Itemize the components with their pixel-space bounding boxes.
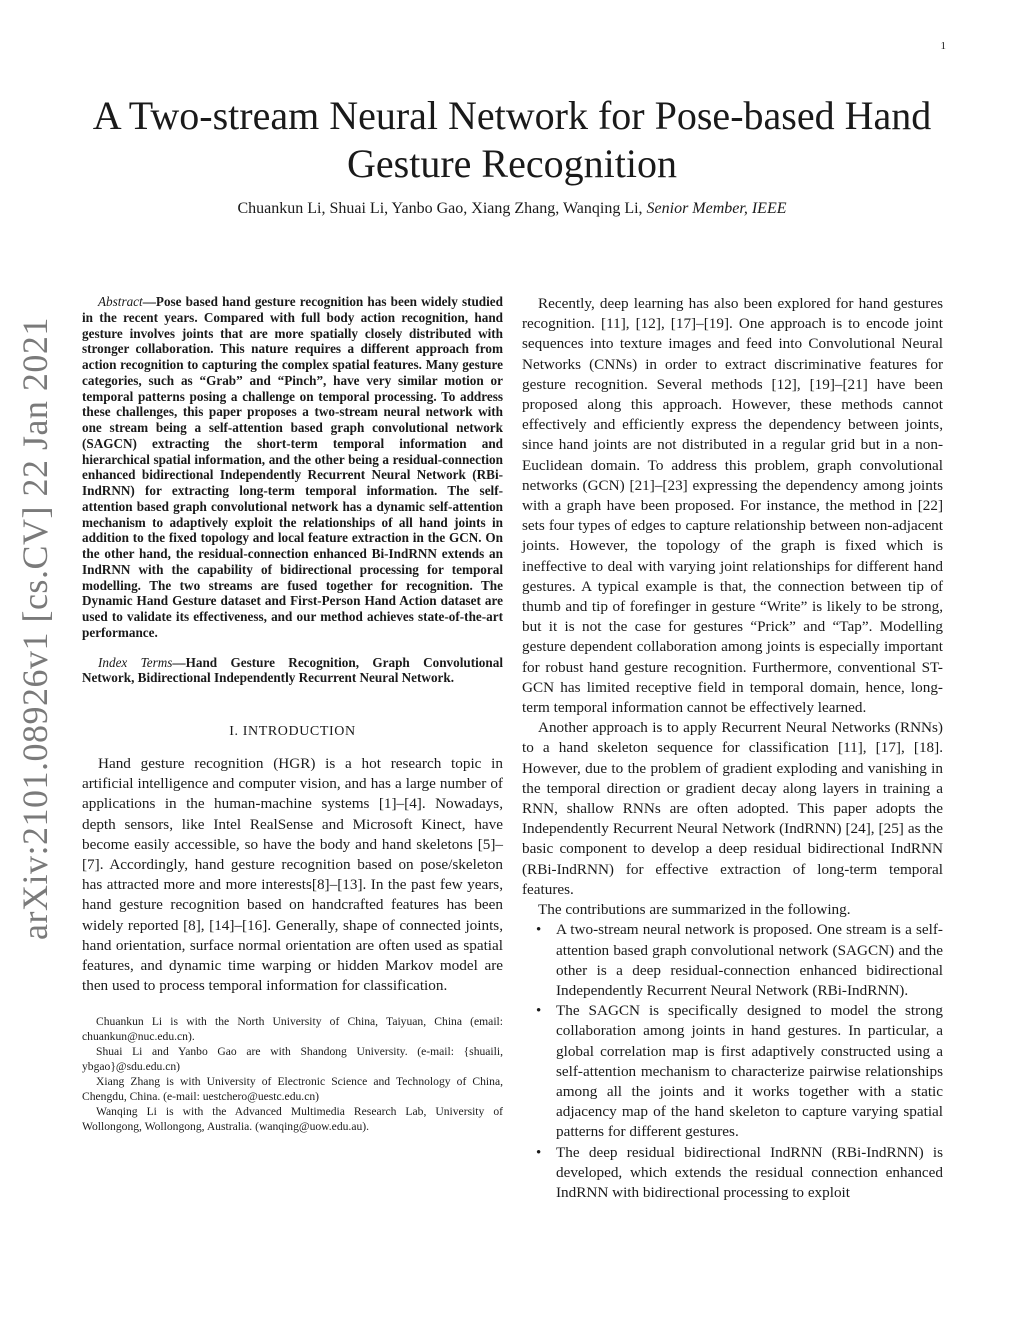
section-heading-introduction: I. INTRODUCTION xyxy=(229,724,356,739)
contribution-list xyxy=(522,920,943,1203)
index-terms-lead: Index Terms xyxy=(98,654,173,670)
author-membership: Senior Member, IEEE xyxy=(646,200,787,217)
paper-title: A Two-stream Neural Network for Pose-based Hand Gesture Recognition xyxy=(92,93,932,186)
contribution-text: The SAGCN is specifically designed to model the strong collaboration among joints in hand gestures. In particular, a global correlation map is first adaptively constructed using a self-attention mechanism to characterize pairwise relationships among all the joints and it works together with a static adjacency map of the hand skeleton to capture varying spatial patterns for different gestures. xyxy=(556,1002,943,1141)
body-paragraph: The contributions are summarized in the following. xyxy=(538,901,851,919)
bullet-icon: • xyxy=(536,1003,542,1020)
contribution-text: A two-stream neural network is proposed. One stream is a self-attention based graph convolutional network (SAGCN) and the other is a deep residual-connection enhanced bidirectional Independently Recurrent Neural Network (RBi-IndRNN). xyxy=(556,921,943,999)
body-paragraph: Recently, deep learning has also been explored for hand gestures recognition. [11], [12], [17]–[19]. One approach is to encode joint sequences into texture images and feed into Convolutional Neural Networks (CNNs) in order to extract discriminative features for gesture recognition. Several methods [12], [19]–[21] have been proposed along this approach. However, these methods cannot effectively and efficiently express the dependency between joints, since hand joints are not distributed in a regular grid but in a non-Euclidean domain. To address this problem, graph convolutional networks (GCN) [21]–[23] expressing the dependency among joints with a graph have been proposed. For instance, the method in [22] sets four types of edges to capture relationship between non-adjacent joints. However, the topology of the graph is fixed which is ineffective to deal with varying joint relationships for different hand gestures. A typical example is that, the connection between tip of thumb and tip of forefinger in gesture “Write” is likely to be strong, but it is not the case for gestures “Prick” and “Tap”. Modelling gesture dependent collaboration among joints is especially important for robust hand gesture recognition. Furthermore, conventional ST-GCN has limited receptive field in temporal domain, hence, long-term temporal information cannot be effectively learned. xyxy=(522,295,943,717)
contribution-item xyxy=(536,1143,943,1204)
abstract xyxy=(82,294,503,641)
arxiv-stamp: arXiv:2101.08926v1 [cs.CV] 22 Jan 2021 xyxy=(15,317,55,940)
contribution-item xyxy=(536,1001,943,1142)
author-list xyxy=(60,200,964,218)
abstract-lead: Abstract xyxy=(98,294,143,309)
footnote: Chuankun Li is with the North University of China, Taiyuan, China (email: chuankun@nuc.edu.cn). xyxy=(82,1015,503,1044)
intro-paragraph: Hand gesture recognition (HGR) is a hot research topic in artificial intelligence and computer vision, and has a large number of applications in the human-machine systems [1]–[4]. Nowadays, depth sensors, like Intel RealSense and Microsoft Kinect, have become easily accessible, so have the body and hand skeletons [5]–[7]. Accordingly, hand gesture recognition based on pose/skeleton has attracted more and more interests[8]–[13]. In the past few years, hand gesture recognition based on handcrafted features has been widely reported [8], [14]–[16]. Generally, shape of connected joints, hand orientation, surface normal orientation are often used as spatial features, and dynamic time warping or hidden Markov model are then used to process temporal information for classification. xyxy=(82,755,503,995)
footnote: Xiang Zhang is with University of Electronic Science and Technology of China, Chengdu, China. (e-mail: uestchero@uestc.edu.cn) xyxy=(82,1075,503,1104)
right-column xyxy=(522,294,943,1203)
author-names: Chuankun Li, Shuai Li, Yanbo Gao, Xiang Zhang, Wanqing Li, xyxy=(237,200,643,217)
page-number: 1 xyxy=(940,40,946,52)
footnote: Wanqing Li is with the Advanced Multimedia Research Lab, University of Wollongong, Wollongong, Australia. (wanqing@uow.edu.au). xyxy=(82,1105,503,1134)
footnote: Shuai Li and Yanbo Gao are with Shandong University. (e-mail: {shuaili, ybgao}@sdu.edu.cn) xyxy=(82,1045,503,1074)
footnotes xyxy=(82,1014,503,1134)
index-terms-text: —Hand Gesture Recognition, Graph Convolutional Network, Bidirectional Independently Recurrent Neural Network. xyxy=(82,654,503,686)
bullet-icon: • xyxy=(536,922,542,939)
bullet-icon: • xyxy=(536,1144,542,1161)
contribution-text: The deep residual bidirectional IndRNN (RBi-IndRNN) is developed, which extends the residual connection enhanced IndRNN with bidirectional processing to exploit xyxy=(556,1143,943,1201)
index-terms xyxy=(82,655,503,687)
contribution-item xyxy=(536,920,943,1001)
abstract-text: —Pose based hand gesture recognition has been widely studied in the recent years. Compared with full body action recognition, hand gesture involves joints that are more spatially closely distributed with stronger collaboration. This nature requires a different approach from action recognition to capturing the complex spatial features. Many gesture categories, such as “Grab” and “Pinch”, have very similar motion or temporal patterns posing a challenge on temporal processing. To address these challenges, this paper proposes a two-stream neural network with one stream being a self-attention based graph convolutional network (SAGCN) extracting the short-term temporal information and hierarchical spatial information, and the other being a residual-connection enhanced bidirectional Independently Recurrent Neural Network (RBi-IndRNN) for extracting long-term temporal information. The self-attention based graph convolutional network has a dynamic self-attention mechanism to adaptively exploit the relationships of all hand joints in addition to the fixed topology and local feature extraction in the GCN. On the other hand, the residual-connection enhanced Bi-IndRNN extends an IndRNN with the capability of bidirectional processing for temporal modelling. The two streams are fused together for recognition. The Dynamic Hand Gesture dataset and First-Person Hand Action dataset are used to validate its effectiveness, and our method achieves state-of-the-art performance. xyxy=(82,294,503,640)
left-column xyxy=(82,294,503,1134)
body-paragraph: Another approach is to apply Recurrent Neural Networks (RNNs) to a hand skeleton sequence for classification [11], [17], [18]. However, due to the problem of gradient exploding and vanishing in the temporal direction or gradient decay along layers in training a RNN, shallow RNNs are often adopted. This paper adopts the Independently Recurrent Neural Network (IndRNN) [24], [25] as the basic component to develop a deep residual bidirectional IndRNN (RBi-IndRNN) for effective extraction of long-term temporal features. xyxy=(522,719,943,898)
